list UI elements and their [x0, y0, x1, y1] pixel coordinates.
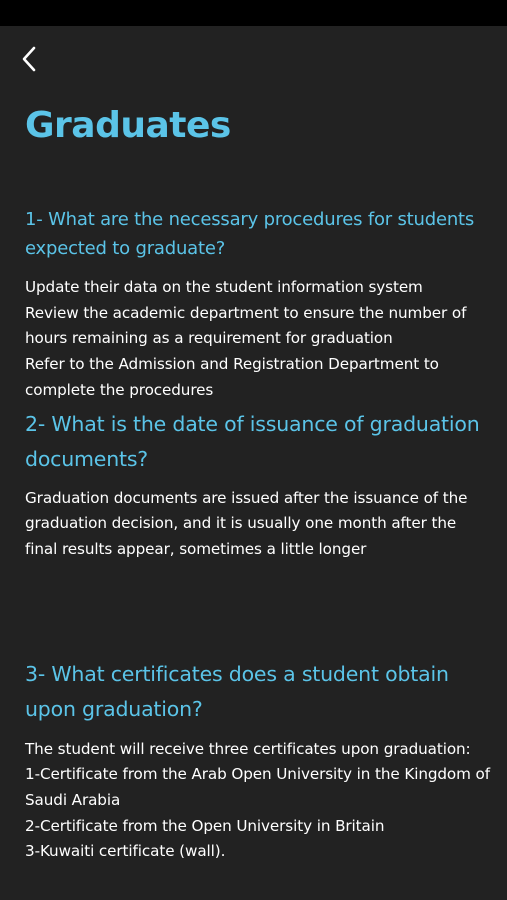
faq-answer: Graduation documents are issued after the issuance of the graduation decision, and it is usually one month after the final results appear, sometimes a little longer [25, 488, 468, 558]
back-button[interactable] [14, 44, 44, 74]
faq-list [25, 205, 490, 865]
faq-question: 3- What certificates does a student obtain upon graduation? [25, 661, 449, 721]
faq-question: 1- What are the necessary procedures for students expected to graduate? [25, 209, 475, 259]
page-title: Graduates [25, 105, 231, 146]
chevron-left-icon [21, 46, 37, 72]
faq-answer: The student will receive three certificates upon graduation: 1-Certificate from the Arab Open University in the Kingdom of Saudi Arabia 2-Certificate from the Open University in Britain 3-Kuwaiti certificate (wall). [25, 739, 490, 861]
faq-answer: Update their data on the student information system Review the academic department to ensure the number of hours remaining as a requirement for graduation Refer to the Admission and Registration Department to complete the procedures [25, 278, 467, 399]
faq-item [25, 657, 490, 866]
faq-question: 2- What is the date of issuance of graduation documents? [25, 411, 480, 471]
status-bar [0, 0, 507, 26]
faq-item [25, 407, 490, 563]
faq-item [25, 205, 490, 404]
